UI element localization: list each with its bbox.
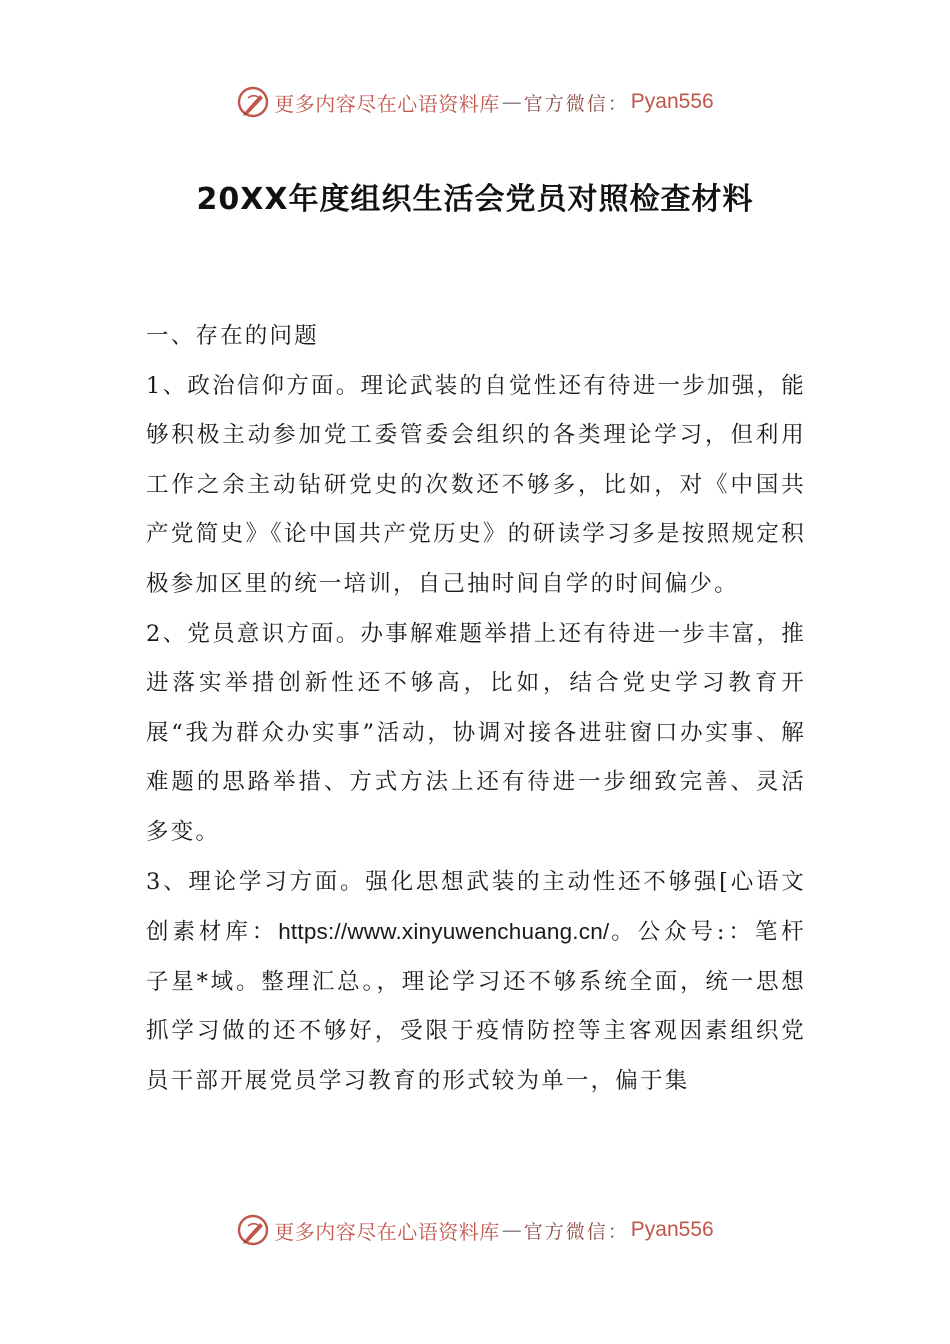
watermark-wechat-id: Pyan556: [630, 1218, 714, 1241]
section-heading: 一、存在的问题: [146, 323, 319, 349]
paragraph-1: 1、政治信仰方面。理论武装的自觉性还有待进一步加强，能够积极主动参加党工委管委会组织的各类理论学习，但利用工作之余主动钻研党史的次数还不够多，比如，对《中国共产党简史》《论中国共产党历史》的研读学习多是按照规定积极参加区里的统一培训，自己抽时间自学的时间偏少。: [146, 372, 806, 597]
watermark-text: 更多内容尽在心语资料库: [274, 91, 500, 116]
pen-logo-icon: [236, 1213, 270, 1247]
watermark-separator: —: [501, 1218, 522, 1242]
watermark-separator: —: [501, 90, 522, 114]
document-body: [146, 312, 806, 1107]
footer-watermark: [0, 1210, 950, 1250]
watermark-wechat-id: Pyan556: [630, 90, 714, 113]
pen-logo-icon: [236, 85, 270, 119]
paragraph-2: 2、党员意识方面。办事解难题举措上还有待进一步丰富，推进落实举措创新性还不够高，比如，结合党史学习教育开展“我为群众办实事”活动，协调对接各进驻窗口办实事、解难题的思路举措、方式方法上还有待进一步细致完善、灵活多变。: [146, 620, 806, 845]
watermark-wechat-label: 官方微信：: [523, 92, 629, 115]
watermark-wechat-label: 官方微信：: [523, 1220, 629, 1243]
source-url: https://www.xinyuwenchuang.cn/: [278, 919, 610, 945]
paragraph-3: [146, 858, 806, 1107]
watermark-text: 更多内容尽在心语资料库: [274, 1219, 500, 1244]
header-watermark: [0, 82, 950, 122]
paragraph-3-part-a: 3、理论学习方面。强化思想武装的主动性还不够强[心语文创素材库：: [146, 868, 806, 946]
document-title: 20XX年度组织生活会党员对照检查材料: [196, 182, 754, 217]
paragraph-3-part-b: 。公众号:：笔杆子星*域。整理汇总。，理论学习还不够系统全面，统一思想抓学习做的还不够好，受限于疫情防控等主客观因素组织党员干部开展党员学习教育的形式较为单一，偏于集: [146, 919, 806, 1094]
